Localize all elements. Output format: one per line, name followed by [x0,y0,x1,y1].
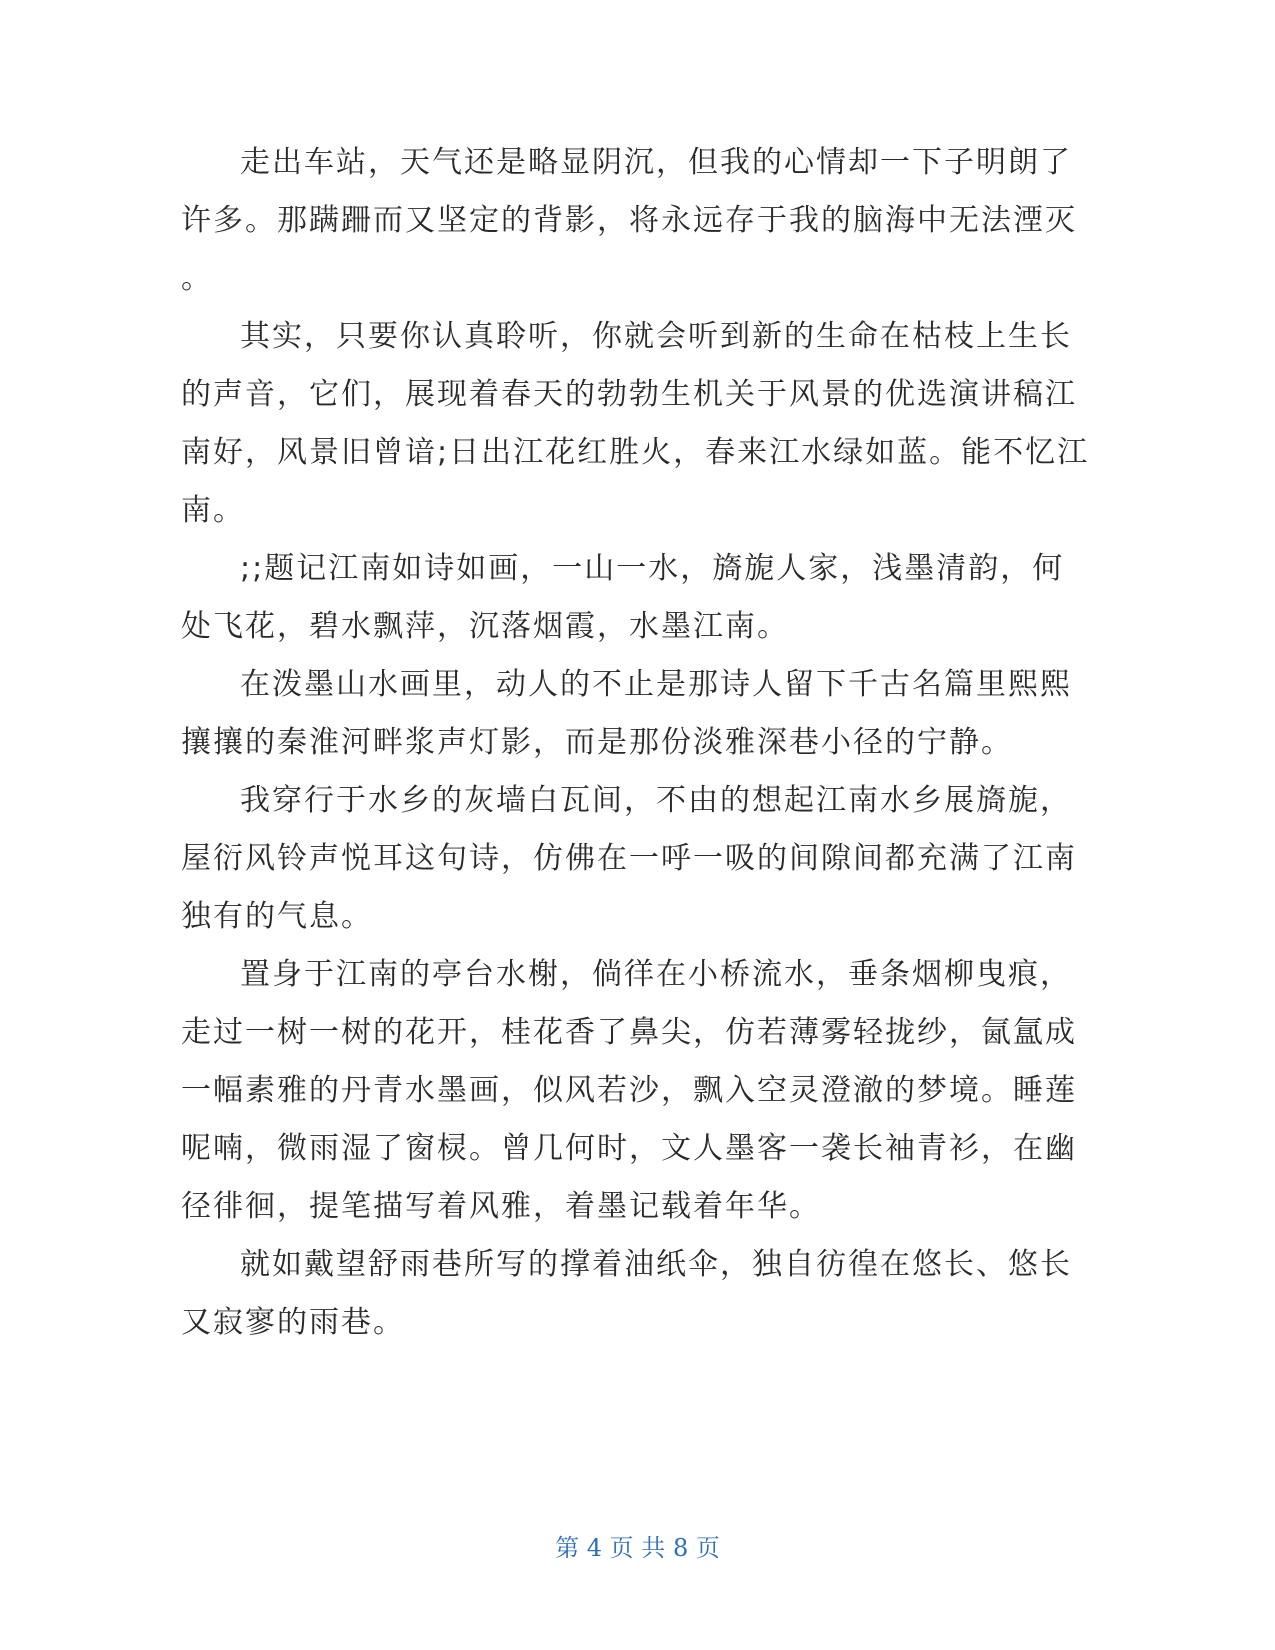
text-line: 走过一树一树的花开，桂花香了鼻尖，仿若薄雾轻拢纱，氤氲成 [181,1015,1077,1050]
text-line: 一幅素雅的丹青水墨画，似风若沙，飘入空灵澄澈的梦境。睡莲 [181,1073,1077,1108]
text-line: 我穿行于水乡的灰墙白瓦间，不由的想起江南水乡展旖旎， [240,783,1072,818]
text-line: 呢喃，微雨湿了窗棂。曾几何时，文人墨客一袭长袖青衫，在幽 [181,1131,1077,1166]
text-line: 置身于江南的亭台水榭，倘徉在小桥流水，垂条烟柳曳痕， [240,957,1072,992]
text-line: 又寂寥的雨巷。 [181,1305,405,1340]
text-line: 就如戴望舒雨巷所写的撑着油纸伞，独自彷徨在悠长、悠长 [240,1247,1072,1282]
text-line: 走出车站，天气还是略显阴沉，但我的心情却一下子明朗了 [240,145,1072,180]
text-line: 径徘徊，提笔描写着风雅，着墨记载着年华。 [181,1189,821,1224]
text-line: 屋衍风铃声悦耳这句诗，仿佛在一呼一吸的间隙间都充满了江南 [181,841,1077,876]
text-line: 在泼墨山水画里，动人的不止是那诗人留下千古名篇里熙熙 [240,667,1072,702]
text-line: 许多。那蹒跚而又坚定的背影，将永远存于我的脑海中无法湮灭 [181,203,1077,238]
text-line: ;;题记江南如诗如画，一山一水，旖旎人家，浅墨清韵，何 [240,551,1065,586]
text-line: 南好，风景旧曾谙;日出江花红胜火，春来江水绿如蓝。能不忆江 [181,435,1090,470]
page-number: 第 4 页 共 8 页 [555,1534,720,1562]
text-line: 的声音，它们，展现着春天的勃勃生机关于风景的优选演讲稿江 [181,377,1077,412]
text-line: 独有的气息。 [181,899,373,934]
text-line: 。 [181,261,213,296]
text-line: 南。 [181,493,245,528]
text-line: 处飞花，碧水飘萍，沉落烟霞，水墨江南。 [181,609,789,644]
text-line: 攘攘的秦淮河畔浆声灯影，而是那份淡雅深巷小径的宁静。 [181,725,1013,760]
text-line: 其实，只要你认真聆听，你就会听到新的生命在枯枝上生长 [240,319,1072,354]
